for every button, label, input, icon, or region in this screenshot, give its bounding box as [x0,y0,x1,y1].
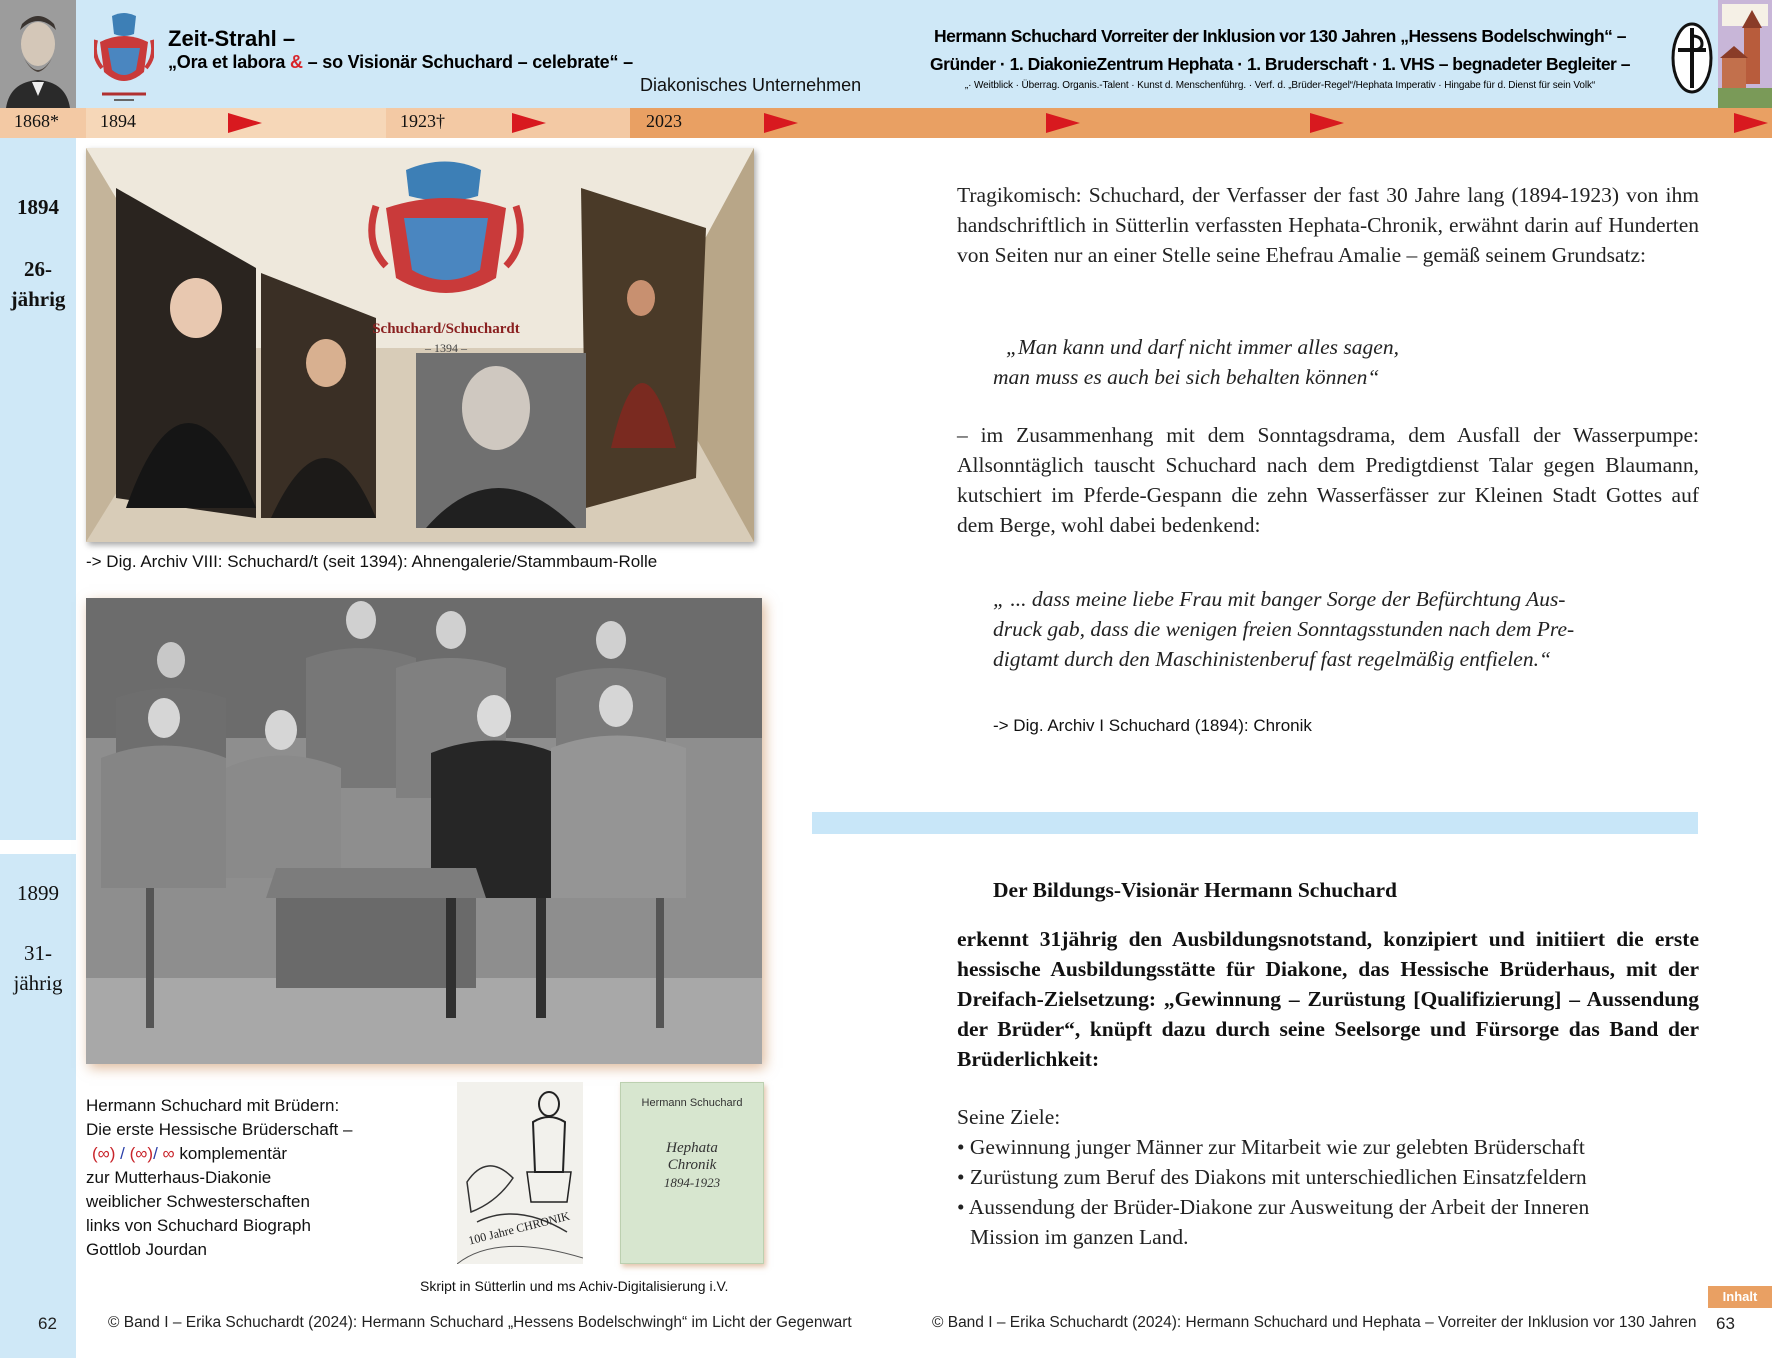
caption-line: Hermann Schuchard mit Brüdern: [86,1096,340,1115]
caption-line: Gottlob Jourdan [86,1240,207,1259]
caption-line: zur Mutterhaus-Diakonie [86,1168,272,1187]
goals-heading: Seine Ziele: [957,1105,1061,1129]
timeline-label-2023: 2023 [646,111,682,131]
archive-reference: -> Dig. Archiv I Schuchard (1894): Chronik [993,716,1312,735]
sidebar-year-1899: 1899 [17,881,59,905]
photo1-caption: -> Dig. Archiv VIII: Schuchard/t (seit 1394): Ahnengalerie/Stammbaum-Rolle [86,552,658,571]
quote2-line3: digtamt durch den Maschinistenberuf fast regelmäßig entfielen.“ [993,647,1551,671]
sketch-illustration [457,1082,583,1264]
brotherhood-group-illustration [86,598,762,1064]
goal-item-continuation: Mission im ganzen Land. [970,1225,1189,1249]
header-subtitle-2: Diakonisches Unternehmen [640,75,862,95]
timeline-label-1894: 1894 [100,111,136,131]
caption-line-text: komplementär [179,1144,288,1163]
goal-item: • Zurüstung zum Beruf des Diakons mit unterschiedlichen Einsatzfeldern [957,1165,1587,1189]
paragraph-tragikomisch: Tragikomisch: Schuchard, der Verfasser der fast 30 Jahre lang (1894-1923) von ihm handschriftlich in Sütterlin verfassten Hephata-Chronik, erwähnt darin auf Hunderten von Seiten nur an einer Stelle seine Ehefrau Amalie – gemäß seinem Grundsatz: [957,183,1699,267]
family-crest-icon [94,12,154,104]
timeline-arrow-icon [764,113,798,133]
sidebar-year-1894: 1894 [17,195,59,219]
sidebar-age-line1: 31- [24,941,52,965]
header-subtitle-part2: – so Visionär Schuchard – celebrate“ – [302,52,633,72]
book-author: Hermann Schuchard [641,1097,743,1109]
footer-right-citation: © Band I – Erika Schuchardt (2024): Hermann Schuchard und Hephata – Vorreiter der Inklusion vor 130 Jahren [932,1314,1697,1331]
quote1-line1: „Man kann und darf nicht immer alles sagen, [1006,335,1399,359]
timeline-label-1868: 1868* [14,111,59,131]
quote2-line1: „ ... dass meine liebe Frau mit banger Sorge der Befürchtung Aus- [993,587,1566,611]
sketch-book-caption: Skript in Sütterlin und ms Achiv-Digitalisierung i.V. [420,1278,729,1294]
crest-name-text: Schuchard/Schuchardt [372,321,520,337]
sidebar-age-line2: jährig [10,287,66,311]
caption-line: links von Schuchard Biograph [86,1216,311,1235]
page-number-right: 63 [1716,1314,1735,1333]
sidebar-age-line1: 26- [24,257,52,281]
photo2-caption [86,1094,352,1262]
caption-line: weiblicher Schwesterschaften [86,1192,310,1211]
paragraph-sonntagsdrama: – im Zusammenhang mit dem Sonntagsdrama, dem Ausfall der Wasserpumpe: Allsonntäglich tauscht Schuchard nach dem Predigtdienst Talar gegen Blaumann, kutschiert im Pferde-Gespann die zehn Wasserfässer zur Kleinen Stadt Gottes auf dem Berge, wohl dabei bedenkend: [957,423,1699,537]
church-building-icon [1718,0,1772,108]
book-title-2: Chronik [667,1157,717,1173]
goal-item: • Aussendung der Brüder-Diakone zur Ausweitung der Arbeit der Inneren [957,1195,1590,1219]
hephata-chronik-book-cover [620,1082,764,1264]
ancestor-gallery-photo [86,148,754,542]
timeline-arrow-icon [512,113,546,133]
portrait-illustration [0,0,76,108]
goal-item: • Gewinnung junger Männer zur Mitarbeit wie zur gelebten Brüderschaft [957,1135,1585,1159]
paragraph-bildungsvisionaer: erkennt 31jährig den Ausbildungsnotstand, konzipiert und initiiert die erste hessische Ausbildungsstätte für Diakone, das Hessische Brüderhaus, mit der Dreifach-Zielsetzung: „Gewinnung – Zurüstung [Qualifizierung] – Aussendung der Brüder“, knüpft dazu durch seine Seelsorge und Fürsorge das Band der Brüderlichkeit: [957,927,1699,1071]
chronik-sketch-image [457,1082,583,1264]
sidebar-section-1899 [0,854,76,1358]
page-number-left: 62 [38,1314,57,1333]
quote2-line2: druck gab, dass die wenigen freien Sonntagsstunden nach dem Pre- [993,617,1575,641]
table-of-contents-button[interactable]: Inhalt [1708,1286,1772,1308]
timeline-arrow-icon [1046,113,1080,133]
slash-icon: / [153,1144,163,1163]
timeline-arrow-icon [1310,113,1344,133]
timeline-arrow-icon [1734,113,1768,133]
caption-line-with-symbols [86,1142,352,1166]
section-heading-bildungsvisionaer: Der Bildungs-Visionär Hermann Schuchard [993,878,1397,902]
timeline-label-1923: 1923† [400,111,445,131]
header-subtitle [168,52,633,73]
header-subtitle-part1: „Ora et labora [168,52,291,72]
section-divider-bar [812,812,1698,834]
caption-line: Die erste Hessische Brüderschaft – [86,1120,353,1139]
schuchard-portrait-thumbnail [0,0,76,108]
infinity-symbol-icon: (∞) [92,1144,116,1163]
header-right-line-1: Hermann Schuchard Vorreiter der Inklusion vor 130 Jahren „Hessens Bodelschwingh“ – [934,26,1626,46]
slash-icon: / [115,1144,130,1163]
header-subtitle-ampersand: & [290,52,303,72]
sketch-text: 100 Jahre CHRONIK [466,1208,572,1248]
sidebar-age-line2: jährig [13,971,63,995]
crest-year-text: – 1394 – [425,341,467,355]
quote1-line2: man muss es auch bei sich behalten können“ [993,365,1380,389]
header-right-line-2: Gründer · 1. DiakonieZentrum Hephata · 1. Bruderschaft · 1. VHS – begnadeter Begleiter – [930,54,1630,74]
book-years: 1894-1923 [663,1175,721,1190]
infinity-symbol-icon: ∞ [162,1144,180,1163]
book-title-1: Hephata [666,1140,718,1156]
footer-left-citation: © Band I – Erika Schuchardt (2024): Hermann Schuchard „Hessens Bodelschwingh“ im Licht der Gegenwart [108,1314,852,1331]
brotherhood-group-photo [86,598,762,1064]
header-right-line-3: „· Weitblick · Überrag. Organis.-Talent · Kunst d. Menschenführg. · Verf. d. „Brüder-Regel“/Hephata Imperativ · Hingabe für d. Dienst für sein Volk“ [964,80,1596,91]
header-title: Zeit-Strahl – [168,26,296,51]
hephata-cross-emblem-icon [1670,20,1714,96]
infinity-symbol-icon: (∞) [129,1144,154,1163]
ancestor-gallery-illustration [86,148,754,542]
timeline-arrow-icon [228,113,262,133]
sidebar-section-1894 [0,138,76,840]
